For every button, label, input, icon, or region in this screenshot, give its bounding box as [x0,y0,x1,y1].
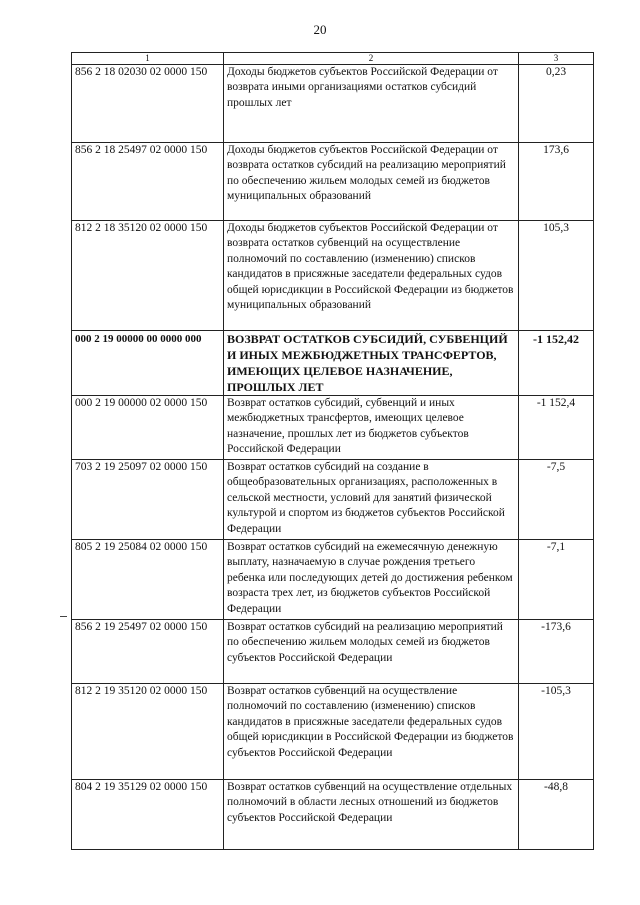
table-row [72,780,594,850]
column-header-code: 1 [72,53,224,65]
budget-code-cell: 000 2 19 00000 00 0000 000 [72,331,224,396]
budget-code-cell: 804 2 19 35129 02 0000 150 [72,780,224,850]
amount-cell: -1 152,4 [519,396,594,460]
amount-cell: -48,8 [519,780,594,850]
margin-mark [60,616,67,617]
budget-table [71,52,594,850]
description-cell: Доходы бюджетов субъектов Российской Федерации от возврата иными организациями остатков субсидий прошлых лет [224,65,519,143]
description-cell: Доходы бюджетов субъектов Российской Федерации от возврата остатков субвенций на осуществление полномочий по составлению (изменению) списков кандидатов в присяжные заседатели федеральных судов общей юрисдикции в Российской Федерации из бюджетов муниципальных образований [224,221,519,331]
table-row [72,65,594,143]
description-cell: Возврат остатков субвенций на осуществление отдельных полномочий в области лесных отношений из бюджетов субъектов Российской Федерации [224,780,519,850]
budget-code-cell: 856 2 18 02030 02 0000 150 [72,65,224,143]
description-cell: ВОЗВРАТ ОСТАТКОВ СУБСИДИЙ, СУБВЕНЦИЙ И ИНЫХ МЕЖБЮДЖЕТНЫХ ТРАНСФЕРТОВ, ИМЕЮЩИХ ЦЕЛЕВОЕ НАЗНАЧЕНИЕ, ПРОШЛЫХ ЛЕТ [224,331,519,396]
budget-code-cell: 856 2 19 25497 02 0000 150 [72,620,224,684]
description-cell: Возврат остатков субсидий на ежемесячную денежную выплату, назначаемую в случае рождения третьего ребенка или последующих детей до достижения ребенком возраста трех лет, из бюджетов субъектов Российской Федерации [224,540,519,620]
description-cell: Возврат остатков субсидий, субвенций и иных межбюджетных трансфертов, имеющих целевое назначение, прошлых лет из бюджетов субъектов Российской Федерации [224,396,519,460]
description-cell: Возврат остатков субсидий на создание в общеобразовательных организациях, расположенных в сельской местности, условий для занятий физической культурой и спортом из бюджетов субъектов Российской Федерации [224,460,519,540]
amount-cell: 105,3 [519,221,594,331]
amount-cell: -7,1 [519,540,594,620]
table-row [72,540,594,620]
column-header-amount: 3 [519,53,594,65]
description-cell: Возврат остатков субвенций на осуществление полномочий по составлению (изменению) списков кандидатов в присяжные заседатели федеральных судов общей юрисдикции в Российской Федерации из бюджетов субъектов Российской Федерации [224,684,519,780]
amount-cell: -173,6 [519,620,594,684]
table-row [72,396,594,460]
column-header-name: 2 [224,53,519,65]
table-row [72,331,594,396]
budget-code-cell: 856 2 18 25497 02 0000 150 [72,143,224,221]
table-row [72,620,594,684]
table-row [72,143,594,221]
table-row [72,684,594,780]
budget-code-cell: 805 2 19 25084 02 0000 150 [72,540,224,620]
amount-cell: -105,3 [519,684,594,780]
budget-code-cell: 812 2 19 35120 02 0000 150 [72,684,224,780]
budget-code-cell: 000 2 19 00000 02 0000 150 [72,396,224,460]
budget-code-cell: 812 2 18 35120 02 0000 150 [72,221,224,331]
amount-cell: 173,6 [519,143,594,221]
budget-code-cell: 703 2 19 25097 02 0000 150 [72,460,224,540]
amount-cell: -1 152,42 [519,331,594,396]
table-header-row [72,53,594,65]
description-cell: Возврат остатков субсидий на реализацию мероприятий по обеспечению жильем молодых семей из бюджетов субъектов Российской Федерации [224,620,519,684]
amount-cell: -7,5 [519,460,594,540]
table-row [72,221,594,331]
page-number: 20 [313,22,327,37]
amount-cell: 0,23 [519,65,594,143]
description-cell: Доходы бюджетов субъектов Российской Федерации от возврата остатков субсидий на реализацию мероприятий по обеспечению жильем молодых семей из бюджетов муниципальных образований [224,143,519,221]
table-row [72,460,594,540]
